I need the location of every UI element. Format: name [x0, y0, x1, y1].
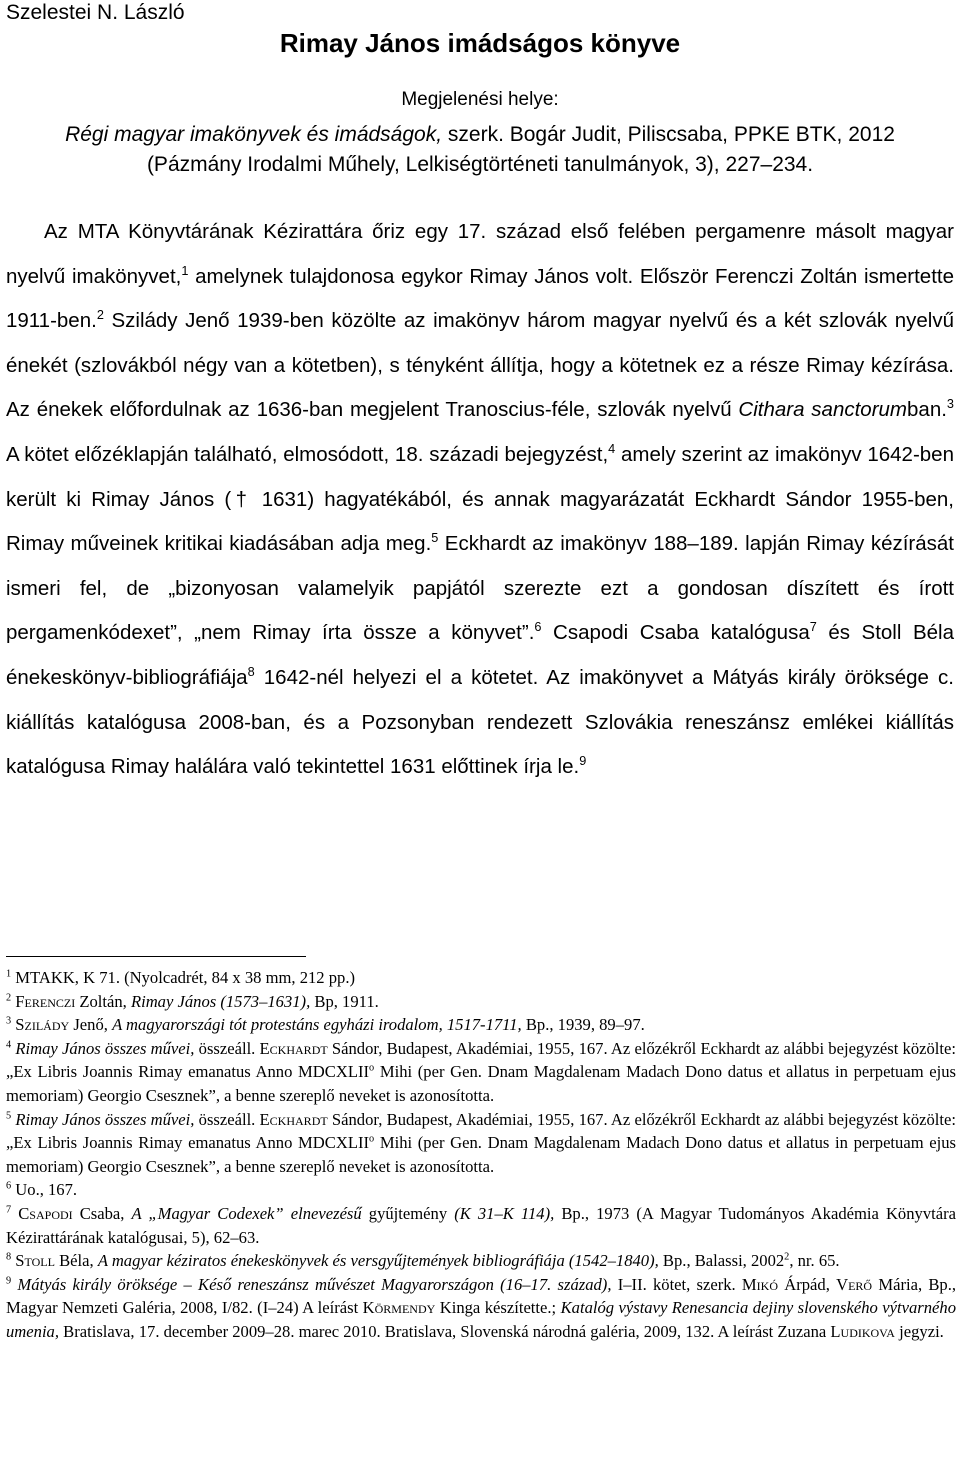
footnote-work-title: Rimay János összes művei, — [15, 1109, 195, 1129]
body-sentence: és Stoll Béla énekeskönyv-bibliográfiája — [6, 621, 954, 689]
body-sentence: Eckhardt az imakönyv 188–189. lapján Rimay kézírását ismeri fel, de „bizonyosan valamelyik papjától szerezte ezt a gondosan díszített és írott pergamenkódexet”, „nem Rimay írta össze a könyvet”. — [6, 532, 954, 645]
body-sentence: amelynek tulajdonosa egykor Rimay János volt. Először Ferenczi Zoltán ismertette 1911-ben. — [6, 264, 954, 333]
footnote-text: gyűjtemény — [361, 1203, 455, 1223]
body-sentence: ban. — [907, 398, 947, 422]
footnote-text: Kinga készítette.; — [435, 1298, 561, 1318]
source-series: (Pázmány Irodalmi Műhely, Lelkiségtörténeti tanulmányok, 3), 227–234. — [146, 153, 814, 176]
footnote-text: Csaba, — [72, 1203, 132, 1223]
footnote-2 — [6, 990, 956, 1014]
footnote-text: Béla, — [54, 1251, 98, 1271]
footnote-text: Mihi (per Gen. Dnam Magdalenam Madach Dono datus et allatus in perpetuam ejus memoriam) Georgio Csesznek”, a benne szereplő neveket is azonosította. — [6, 1133, 956, 1176]
footnote-number: 7 — [6, 1204, 12, 1216]
body-sentence: A kötet előzéklapján található, elmosódott, 18. századi bejegyzést, — [6, 442, 609, 466]
footnote-1 — [6, 966, 956, 990]
footnote-text: Bp., 1939, 89–97. — [521, 1015, 645, 1035]
publication-source — [0, 120, 960, 180]
footnote-9 — [6, 1273, 956, 1344]
footnote-text: Mihi (per Gen. Dnam Magdalenam Madach Dono datus et allatus in perpetuam ejus memoriam) Georgio Csesznek”, a benne szereplő neveket is azonosította. — [6, 1062, 956, 1105]
footnote-author: Stoll — [15, 1251, 55, 1271]
publication-label: Megjelenési helye: — [401, 89, 559, 110]
footnote-author: Csapodi — [18, 1203, 73, 1223]
body-sentence: Szilády Jenő 1939-ben közölte az imakönyv három magyar nyelvű és a két szlovák nyelvű énekét (szlovákból négy van a kötetben), s tényként állítja, hogy a kötetnek ez a része Rimay kézírása. Az énekek előfordulnak az 1636-ban megjelent Tranoscius-féle, szlovák nyelvű — [6, 309, 954, 422]
footnote-superscript: o — [369, 1133, 375, 1145]
footnote-number: 6 — [6, 1180, 12, 1192]
footnote-text: Bp., 1973 (A Magyar Tudományos Akadémia Könyvtára Kézirattárának katalógusai, 5), 62–63. — [6, 1203, 956, 1247]
footnote-ref[interactable]: 1 — [181, 262, 189, 278]
footnote-number: 4 — [6, 1039, 12, 1051]
footnote-ref[interactable]: 7 — [809, 619, 817, 635]
footnote-author: Verő — [836, 1274, 873, 1294]
footnote-text: MTAKK, K 71. (Nyolcadrét, 84 x 38 mm, 212 pp.) — [11, 968, 356, 987]
source-details: szerk. Bogár Judit, Piliscsaba, PPKE BTK, 2012 — [442, 123, 895, 146]
footnote-ref[interactable]: 9 — [579, 753, 587, 769]
footnote-number: 2 — [6, 992, 12, 1004]
footnote-work-title: A „Magyar Codexek” elnevezésű — [131, 1203, 362, 1223]
body-sentence: Az MTA Könyvtárának Kézirattára őriz egy 17. század első felében pergamenre másolt magyar nyelvű imakönyvet, — [6, 220, 954, 288]
footnote-8 — [6, 1249, 956, 1273]
footnote-author: Szilády — [15, 1015, 70, 1035]
footnote-number: 9 — [6, 1275, 12, 1287]
footnote-author: Eckhardt — [259, 1109, 328, 1129]
footnote-author: Körmendy — [362, 1298, 436, 1318]
footnote-text: Bp., Balassi, 2002 — [658, 1251, 785, 1271]
author-name: Szelestei N. László — [6, 1, 185, 24]
footnote-text: jegyzi. — [894, 1321, 944, 1341]
footnote-number: 8 — [6, 1251, 12, 1263]
body-italic: Cithara sanctorum — [738, 398, 908, 422]
footnote-author: Mikó — [741, 1274, 779, 1294]
footnote-text: Jenő, — [69, 1015, 113, 1035]
source-title: Régi magyar imakönyvek és imádságok, — [65, 123, 443, 146]
footnote-text: Bp, 1911. — [310, 991, 379, 1011]
footnote-work-title: (K 31–K 114), — [454, 1203, 555, 1223]
footnote-separator — [6, 956, 306, 957]
article-title: Rimay János imádságos könyve — [279, 28, 681, 58]
publication-info — [0, 86, 960, 180]
footnote-ref[interactable]: 5 — [431, 530, 439, 546]
footnote-number: 5 — [6, 1110, 12, 1122]
footnote-4 — [6, 1037, 956, 1108]
footnote-text: összeáll. — [194, 1038, 260, 1058]
footnote-ref[interactable]: 8 — [247, 664, 255, 680]
footnote-5 — [6, 1108, 956, 1179]
footnote-text: Uo., 167. — [11, 1180, 78, 1200]
footnote-text: Sándor, Budapest, Akadémiai, 1955, 167. Az előzékről Eckhardt az alábbi bejegyzést közölte: „Ex Libris Joannis Rimay emanatus Anno MDCXLII — [6, 1109, 956, 1153]
footnote-text: Sándor, Budapest, Akadémiai, 1955, 167. Az előzékről Eckhardt az alábbi bejegyzést közölte: „Ex Libris Joannis Rimay emanatus Anno MDCXLII — [6, 1038, 956, 1082]
footnote-work-title: Katalóg výstavy Renesancia dejiny slovenského výtvarného umenia, — [6, 1298, 956, 1341]
body-sentence: 1642-nél helyezi el a kötetet. Az imakönyvet a Mátyás király öröksége c. kiállítás katalógusa 2008-ban, és a Pozsonyban rendezett Szlovákia reneszánsz emlékei kiállítás katalógusa Rimay halálára való tekintettel 1631 előttinek írja le. — [6, 665, 954, 779]
footnote-6 — [6, 1178, 956, 1202]
footnote-author: Ludikova — [830, 1321, 895, 1341]
footnote-work-title: Rimay János összes művei, — [15, 1038, 195, 1058]
footnote-number: 3 — [6, 1015, 12, 1027]
footnote-ref[interactable]: 2 — [96, 307, 104, 323]
footnote-work-title: A magyarországi tót protestáns egyházi irodalom, 1517-1711, — [112, 1015, 522, 1035]
footnote-text: összeáll. — [194, 1109, 260, 1129]
footnote-ref[interactable]: 6 — [534, 619, 542, 635]
footnote-7 — [6, 1202, 956, 1249]
footnote-3 — [6, 1013, 956, 1037]
footnote-text: Zoltán, — [75, 991, 131, 1011]
footnotes — [6, 966, 956, 1344]
footnote-work-title: Mátyás király öröksége – Késő reneszánsz művészet Magyarországon (16–17. század), — [17, 1274, 612, 1294]
footnote-author: Ferenczi — [15, 991, 76, 1011]
body-sentence: amely szerint az imakönyv 1642-ben került ki Rimay János († 1631) hagyatékából, és annak magyarázatát Eckhardt Sándor 1955-ben, Rimay műveinek kritikai kiadásában adja meg. — [6, 442, 954, 556]
body-text — [6, 210, 954, 790]
main-paragraph — [6, 210, 954, 790]
footnote-superscript: 2 — [784, 1251, 790, 1263]
footnote-number: 1 — [6, 968, 12, 980]
footnote-text: Mária, Bp., Magyar Nemzeti Galéria, 2008, I/82. (I–24) A leírást — [6, 1274, 956, 1318]
body-sentence: Csapodi Csaba katalógusa — [541, 621, 810, 645]
footnote-text: , nr. 65. — [789, 1251, 840, 1271]
footnote-ref[interactable]: 4 — [608, 441, 616, 457]
footnote-superscript: o — [369, 1062, 375, 1074]
footnote-text: Bratislava, 17. december 2009–28. marec 2010. Bratislava, Slovenská národná galéria, 2009, 132. A leírást Zuzana — [59, 1321, 831, 1341]
footnote-ref[interactable]: 3 — [946, 396, 954, 412]
footnote-text: I–II. kötet, szerk. — [611, 1274, 742, 1294]
footnote-author: Eckhardt — [259, 1038, 328, 1058]
footnote-work-title: Rimay János (1573–1631), — [130, 991, 311, 1011]
footnote-text: Árpád, — [778, 1274, 837, 1294]
footnote-work-title: A magyar kéziratos énekeskönyvek és versgyűjtemények bibliográfiája (1542–1840), — [97, 1251, 659, 1271]
